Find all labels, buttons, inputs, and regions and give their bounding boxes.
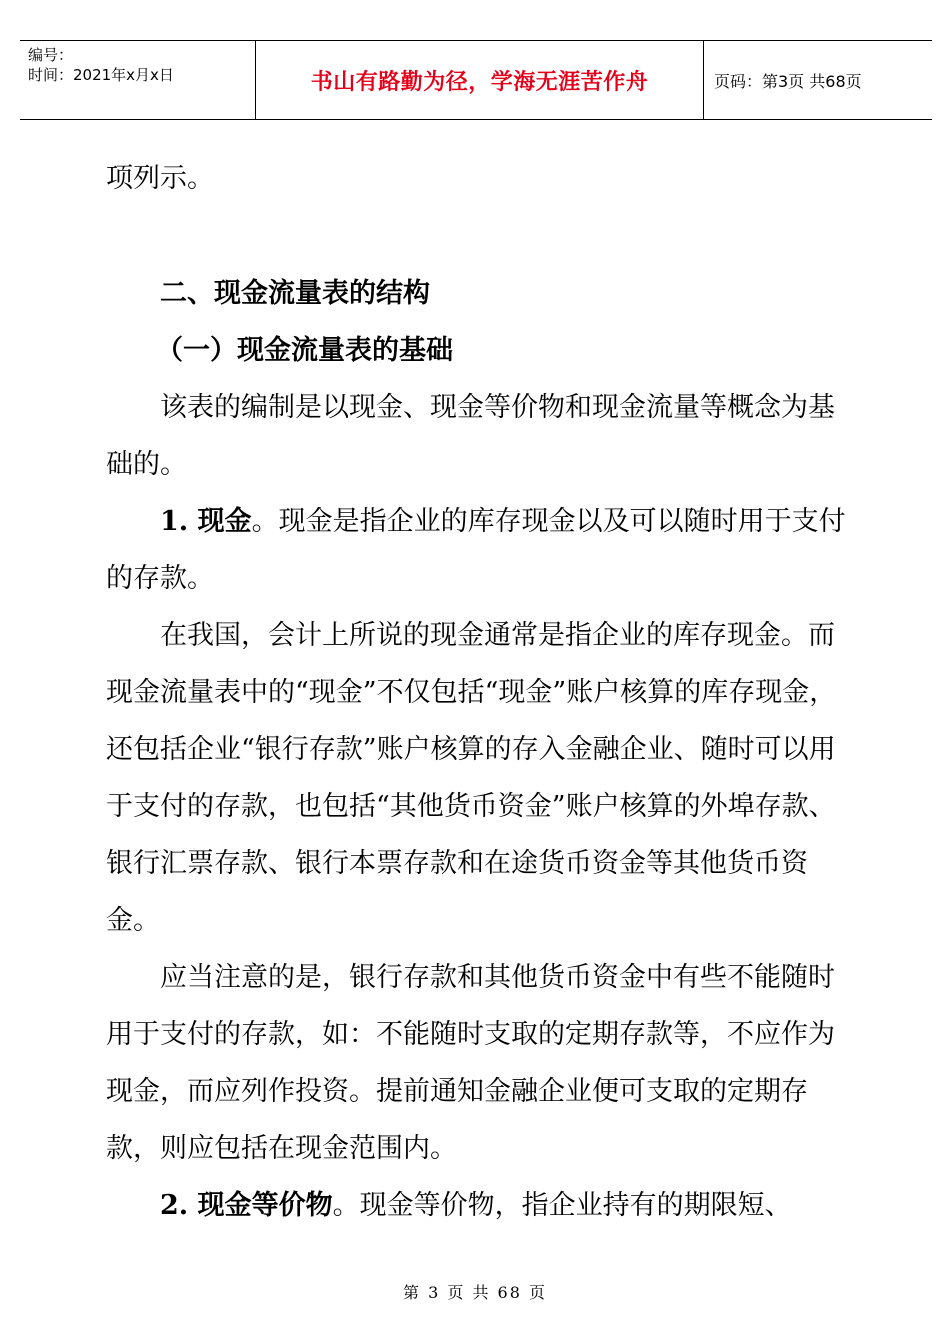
cash-equivalents-definition: 。现金等价物，指企业持有的期限短、: [332, 1190, 792, 1221]
spacer: [106, 207, 856, 265]
term-cash-equivalents: 2. 现金等价物: [160, 1190, 333, 1221]
intro-line: 项列示。: [106, 163, 214, 194]
paragraph-cash-note: 应当注意的是，银行存款和其他货币资金中有些不能随时用于支付的存款，如：不能随时支取的定期存款等，不应作为现金，而应列作投资。提前通知金融企业便可支取的定期存款，则应包括在现金范围内。: [106, 962, 835, 1164]
page-info-text: 页码：第3页 共68页: [714, 71, 862, 91]
time-label: 时间：2021年x月x日: [28, 66, 174, 84]
paragraph-cash: [106, 493, 856, 607]
cash-definition: 。现金是指企业的库存现金以及可以随时用于支付的存款。: [106, 506, 846, 594]
document-body: [106, 150, 856, 1234]
number-label: 编号：: [28, 46, 74, 64]
header-motto: 书山有路勤为径，学海无涯苦作舟: [310, 68, 649, 95]
paragraph-cash-scope: 在我国，会计上所说的现金通常是指企业的库存现金。而现金流量表中的“现金”不仅包括“现金”账户核算的库存现金，还包括企业“银行存款”账户核算的存入金融企业、随时可以用于支付的存款，也包括“其他货币资金”账户核算的外埠存款、银行汇票存款、银行本票存款和在途货币资金等其他货币资金。: [106, 620, 837, 936]
paragraph-cash-equivalents: [106, 1177, 856, 1234]
header-page-info: [704, 41, 932, 119]
section-heading: 二、现金流量表的结构: [160, 278, 430, 309]
page-header: [20, 40, 932, 120]
page-footer: 第 3 页 共 68 页: [403, 1283, 547, 1302]
header-motto-cell: [256, 41, 704, 119]
term-cash: 1. 现金: [160, 506, 252, 537]
header-meta: [20, 41, 256, 119]
paragraph-basis: 该表的编制是以现金、现金等价物和现金流量等概念为基础的。: [106, 392, 835, 480]
subsection-heading: （一）现金流量表的基础: [156, 335, 453, 366]
